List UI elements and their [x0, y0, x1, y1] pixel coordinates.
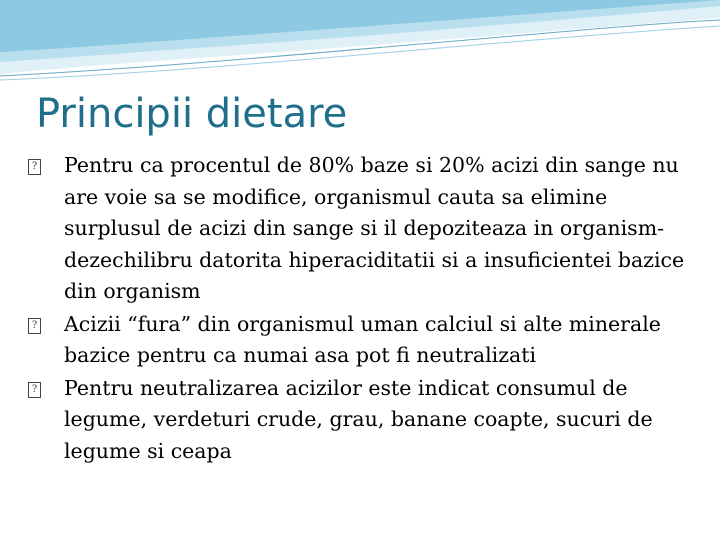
bullet-item: [28, 309, 688, 372]
bullet-item: [28, 373, 688, 468]
bullet-marker-icon: ?: [28, 382, 41, 398]
bullet-item: [28, 150, 688, 308]
bullet-marker-icon: ?: [28, 318, 41, 334]
slide-title: Principii dietare: [36, 91, 348, 137]
bullet-text: Acizii “fura” din organismul uman calciul si alte minerale bazice pentru ca numai asa pot fi neutralizati: [64, 311, 661, 367]
bullet-text: Pentru neutralizarea acizilor este indicat consumul de legume, verdeturi crude, grau, banane coapte, sucuri de legume si ceapa: [64, 375, 653, 463]
bullet-text: Pentru ca procentul de 80% baze si 20% acizi din sange nu are voie sa se modifice, organismul cauta sa elimine surplusul de acizi din sange si il depoziteaza in organism- dezechilibru datorita hiperaciditatii si a insuficientei bazice din organism: [64, 153, 685, 303]
bullet-marker-icon: ?: [28, 159, 41, 175]
slide-body: [28, 150, 688, 468]
